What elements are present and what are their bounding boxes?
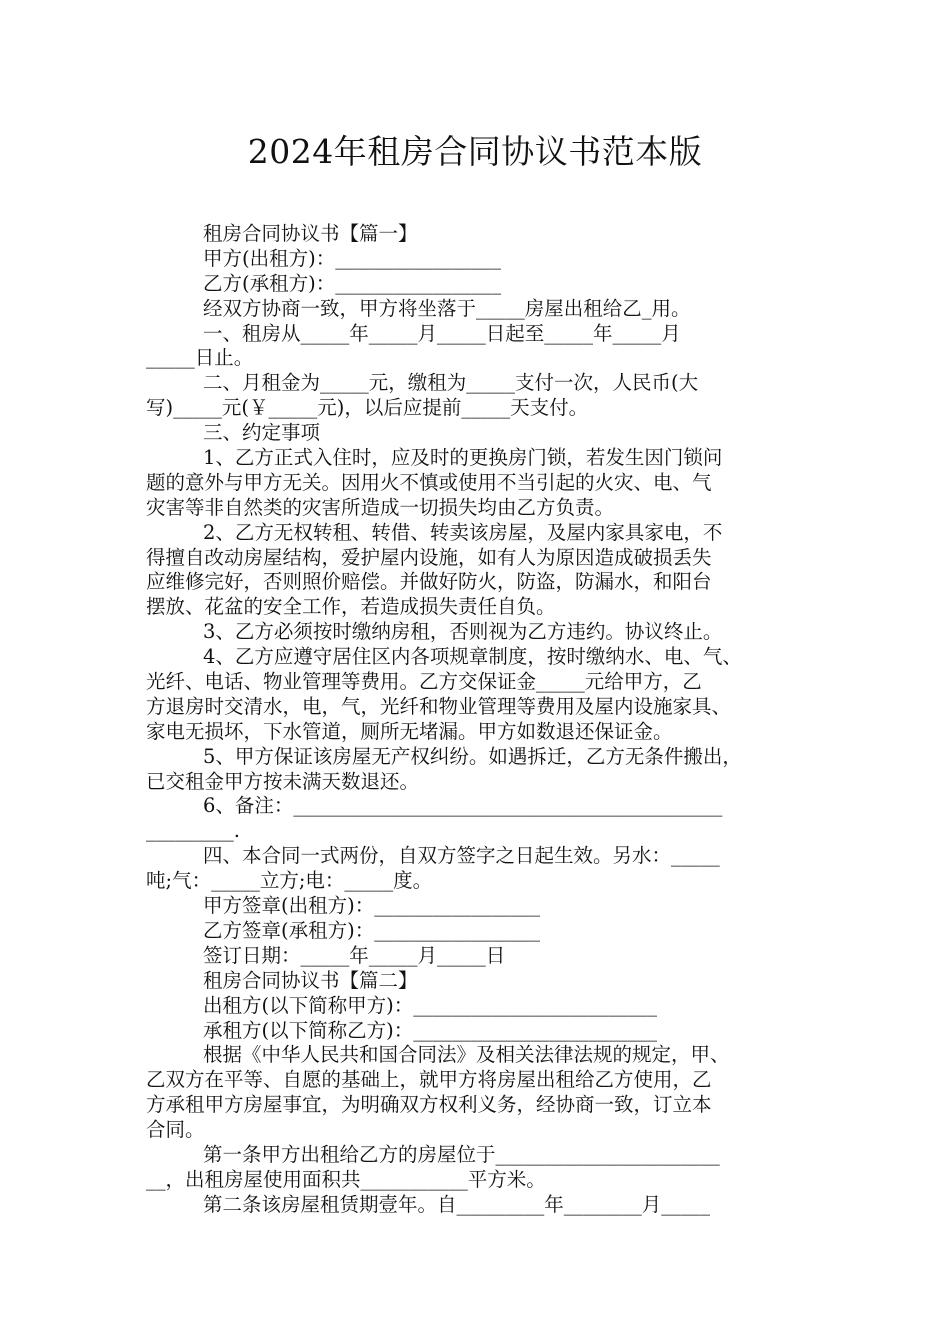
text-line: 第二条该房屋租赁期壹年。自_________年________月_____ bbox=[203, 1192, 711, 1216]
text-line: 5、甲方保证该房屋无产权纠纷。如遇拆迁，乙方无条件搬出， bbox=[203, 744, 742, 768]
text-line: 根据《中华人民共和国合同法》及相关法律法规的规定，甲、 bbox=[203, 1043, 730, 1067]
text-line: 应维修完好，否则照价赔偿。并做好防火，防盗，防漏水，和阳台 bbox=[146, 570, 712, 594]
text-line: 吨;气：_____立方;电：_____度。 bbox=[146, 869, 433, 893]
text-line: 经双方协商一致，甲方将坐落于_____房屋出租给乙_用。 bbox=[203, 296, 691, 320]
text-line: 方退房时交清水，电，气，光纤和物业管理等费用及屋内设施家具、 bbox=[146, 694, 732, 718]
text-line: 甲方签章(出租方)：_________________ bbox=[203, 894, 540, 918]
text-line: 1、乙方正式入住时，应及时的更换房门锁，若发生因门锁问 bbox=[203, 446, 723, 470]
text-line: _____日止。 bbox=[146, 346, 254, 370]
document-title: 2024年租房合同协议书范本版 bbox=[247, 132, 703, 171]
text-line: 出租方(以下简称甲方)：_________________________ bbox=[203, 993, 657, 1017]
text-line: 三、约定事项 bbox=[203, 421, 321, 445]
text-line: 甲方(出租方)：_________________ bbox=[203, 246, 501, 270]
text-line: 2、乙方无权转租、转借、转卖该房屋，及屋内家具家电，不 bbox=[203, 520, 723, 544]
text-line: 光纤、电话、物业管理等费用。乙方交保证金_____元给甲方，乙 bbox=[146, 670, 702, 694]
text-line: 写)_____元(￥_____元)，以后应提前_____天支付。 bbox=[146, 396, 589, 420]
text-line: 方承租甲方房屋事宜，为明确双方权利义务，经协商一致，订立本 bbox=[146, 1093, 712, 1117]
text-line: 第一条甲方出租给乙方的房屋位于_______________________ bbox=[203, 1142, 720, 1166]
text-line: 摆放、花盆的安全工作，若造成损失责任自负。 bbox=[146, 595, 556, 619]
text-line: 租房合同协议书【篇一】 bbox=[203, 222, 418, 245]
text-line: _________. bbox=[146, 819, 240, 843]
text-line: 四、本合同一式两份，自双方签字之日起生效。另水：_____ bbox=[203, 844, 720, 868]
text-line: 租房合同协议书【篇二】 bbox=[203, 968, 418, 992]
text-line: 4、乙方应遵守居住区内各项规章制度，按时缴纳水、电、气、 bbox=[203, 645, 742, 669]
text-line: 3、乙方必须按时缴纳房租，否则视为乙方违约。协议终止。 bbox=[203, 620, 723, 644]
text-line: 家电无损坏，下水管道，厕所无堵漏。甲方如数退还保证金。 bbox=[146, 719, 673, 743]
text-line: 已交租金甲方按未满天数退还。 bbox=[146, 769, 420, 793]
document-body bbox=[146, 222, 810, 1218]
text-line: 6、备注：____________________________________________ bbox=[203, 794, 723, 818]
text-line: 签订日期：_____年_____月_____日 bbox=[203, 943, 506, 967]
text-line: 二、月租金为_____元，缴租为_____支付一次，人民币(大 bbox=[203, 371, 699, 395]
text-line: 乙方(承租方)：_________________ bbox=[203, 271, 501, 295]
text-line: __，出租房屋使用面积共___________平方米。 bbox=[146, 1167, 546, 1191]
text-line: 承租方(以下简称乙方)：_________________________ bbox=[203, 1018, 657, 1042]
text-line: 合同。 bbox=[146, 1118, 205, 1142]
text-line: 乙方签章(承租方)：_________________ bbox=[203, 918, 540, 942]
text-line: 题的意外与甲方无关。因用火不慎或使用不当引起的火灾、电、气 bbox=[146, 470, 712, 494]
text-line: 灾害等非自然类的灾害所造成一切损失均由乙方负责。 bbox=[146, 495, 615, 519]
text-line: 一、租房从_____年_____月_____日起至_____年_____月 bbox=[203, 321, 681, 345]
text-line: 得擅自改动房屋结构，爱护屋内设施，如有人为原因造成破损丢失 bbox=[146, 545, 712, 569]
text-line: 乙双方在平等、自愿的基础上，就甲方将房屋出租给乙方使用，乙 bbox=[146, 1068, 712, 1092]
